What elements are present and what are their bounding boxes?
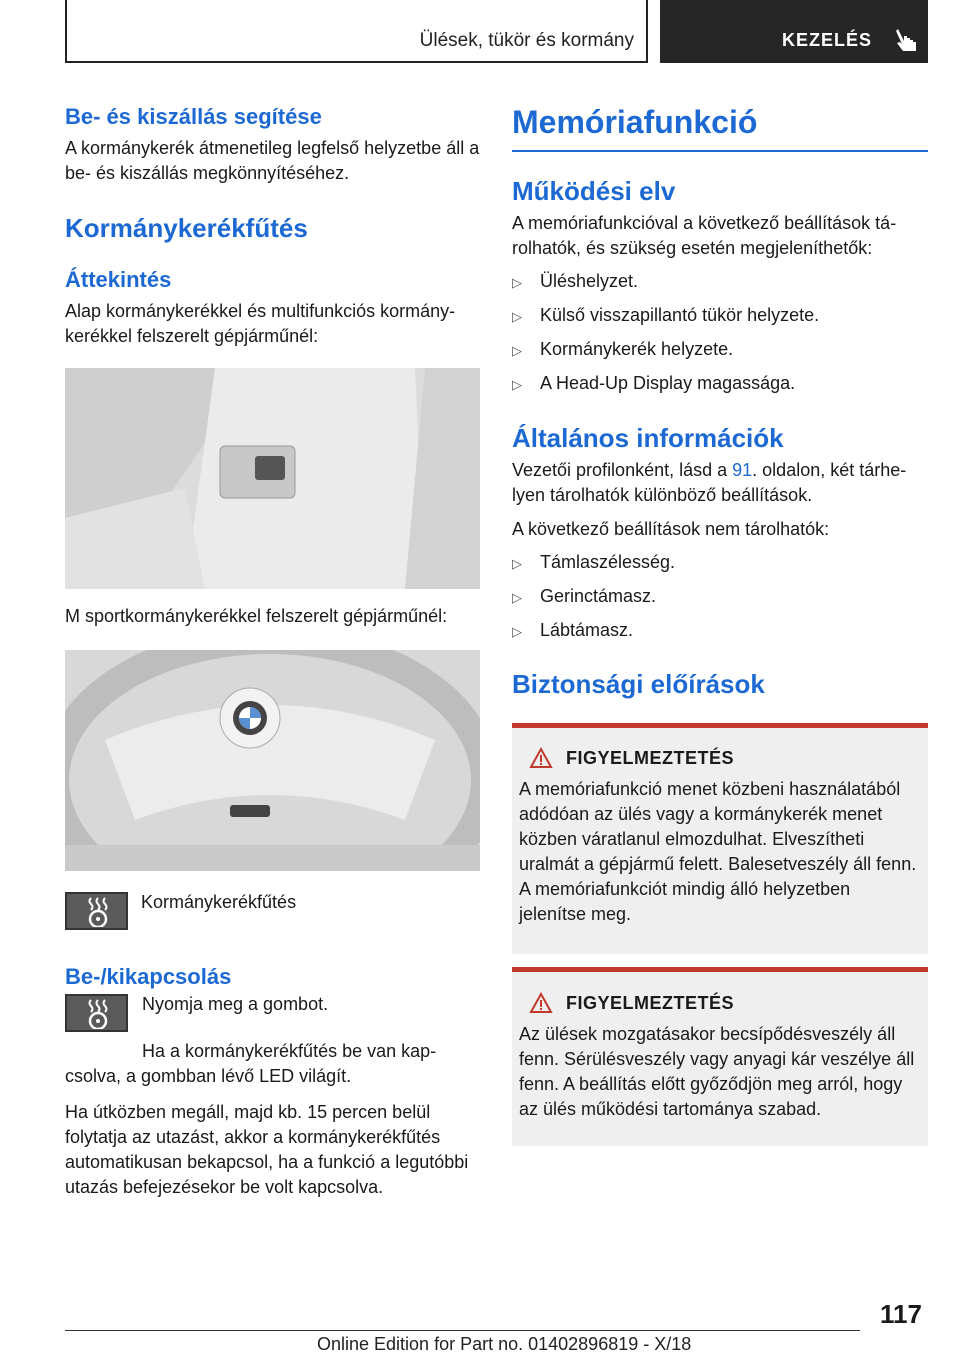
steering-wheel-heating-button-icon [65, 994, 128, 1032]
icon-caption-row [65, 892, 480, 930]
warning-text-1: A memóriafunkció menet közbeni használatából adódóan az ülés vagy a kormánykerék menet közben váratlanul elmozdulhat. Elveszítheti uralmát a gépjármű felett. Balesetveszély áll fenn. A memóriafunkciót mindig álló helyzetben jelenítse meg. [519, 779, 917, 924]
warning-triangle-icon [529, 747, 553, 769]
footer-rule [65, 1330, 860, 1331]
text-auto-restart: Ha útközben megáll, majd kb. 15 percen belül folytatja az utazást, akkor a kormánykerékfűtés automatikusan bekapcsol, ha a funkció a legutóbbi utazás befejezésekor be volt kapcsolva. [65, 1102, 469, 1197]
bullet-triangle-icon: ▷ [512, 624, 522, 639]
warning-text-2: Az ülések mozgatásakor becsípődésveszély áll fenn. Sérülésveszély vagy anyagi kár veszélye áll fenn. A beállítás előtt győződjön meg arról, hogy az ülés működési tartománya szabad. [519, 1024, 915, 1119]
bullet-triangle-icon: ▷ [512, 309, 522, 324]
heading-principle: Működési elv [512, 176, 676, 206]
press-button-row [65, 994, 480, 1032]
text-led: Ha a kormánykerékfűtés be van kapcsolva, a gombban lévő LED világít. [65, 1041, 437, 1086]
section-title: Ülések, tükör és kormány [419, 30, 634, 51]
chapter-tab [660, 0, 928, 63]
right-column [512, 100, 928, 1146]
text-press-button: Nyomja meg a gombot. [142, 994, 329, 1014]
text-principle: A memóriafunkcióval a következő beállítások tárolhatók, és szükség esetén megjeleníthetők: [512, 213, 897, 258]
bullet-triangle-icon: ▷ [512, 343, 522, 358]
heading-steering-heating: Kormánykerékfűtés [65, 213, 308, 243]
list-item: ▷ Kormánykerék helyzete. [512, 337, 928, 363]
chapter-label: KEZELÉS [782, 30, 873, 50]
list-item: ▷ Támlaszélesség. [512, 550, 928, 576]
list-item: ▷ Gerinctámasz. [512, 584, 928, 610]
hand-pointer-icon [893, 25, 919, 55]
warning-triangle-icon [529, 992, 553, 1014]
warning-title-2: FIGYELMEZTETÉS [566, 992, 735, 1013]
heading-entry-assist: Be- és kiszállás segítése [65, 104, 322, 129]
heading-memory: Memóriafunkció [512, 104, 758, 140]
list-not-stored [512, 550, 928, 644]
list-item: ▷ Külső visszapillantó tükör helyzete. [512, 303, 928, 329]
bullet-triangle-icon: ▷ [512, 377, 522, 392]
text-entry-assist: A kormánykerék átmenetileg legfelső helyzetbe áll a be- és kiszállás megkönnyítéséhez. [65, 138, 480, 183]
list-item: ▷ Üléshelyzet. [512, 269, 928, 295]
list-item: ▷ A Head-Up Display magassága. [512, 371, 928, 397]
heading-safety: Biztonsági előírások [512, 669, 765, 699]
heading-onoff: Be-/kikapcsolás [65, 964, 232, 989]
warning-box-1 [512, 723, 928, 954]
list-stored-settings [512, 269, 928, 397]
running-header [65, 0, 648, 63]
left-column [65, 100, 480, 1200]
page-link-91[interactable]: 91 [732, 460, 753, 480]
photo-steering-column [65, 368, 480, 589]
bullet-triangle-icon: ▷ [512, 556, 522, 571]
heading-overview: Áttekintés [65, 267, 172, 292]
text-not-stored: A következő beállítások nem tárolhatók: [512, 519, 830, 539]
edition-note: Online Edition for Part no. 01402896819 - X/18 [317, 1334, 692, 1354]
warning-box-2 [512, 967, 928, 1146]
heading-rule [512, 150, 928, 152]
caption-steering-heating: Kormánykerékfűtés [141, 892, 297, 912]
text-overview: Alap kormánykerékkel és multifunkciós kormánykerékkel felszerelt gépjárműnél: [65, 301, 456, 346]
text-msport: M sportkormánykerékkel felszerelt gépjárműnél: [65, 606, 448, 626]
bullet-triangle-icon: ▷ [512, 590, 522, 605]
photo-msport-steering-wheel [65, 650, 480, 871]
warning-title-1: FIGYELMEZTETÉS [566, 747, 735, 768]
list-item: ▷ Lábtámasz. [512, 618, 928, 644]
page-number: 117 [880, 1299, 922, 1329]
text-general-info: Vezetői profilonként, lásd a 91. oldalon, két tárhelyen tárolhatók különböző beállítások. [512, 460, 907, 505]
bullet-triangle-icon: ▷ [512, 275, 522, 290]
heading-general-info: Általános információk [512, 423, 784, 453]
steering-wheel-heating-icon [65, 892, 128, 930]
